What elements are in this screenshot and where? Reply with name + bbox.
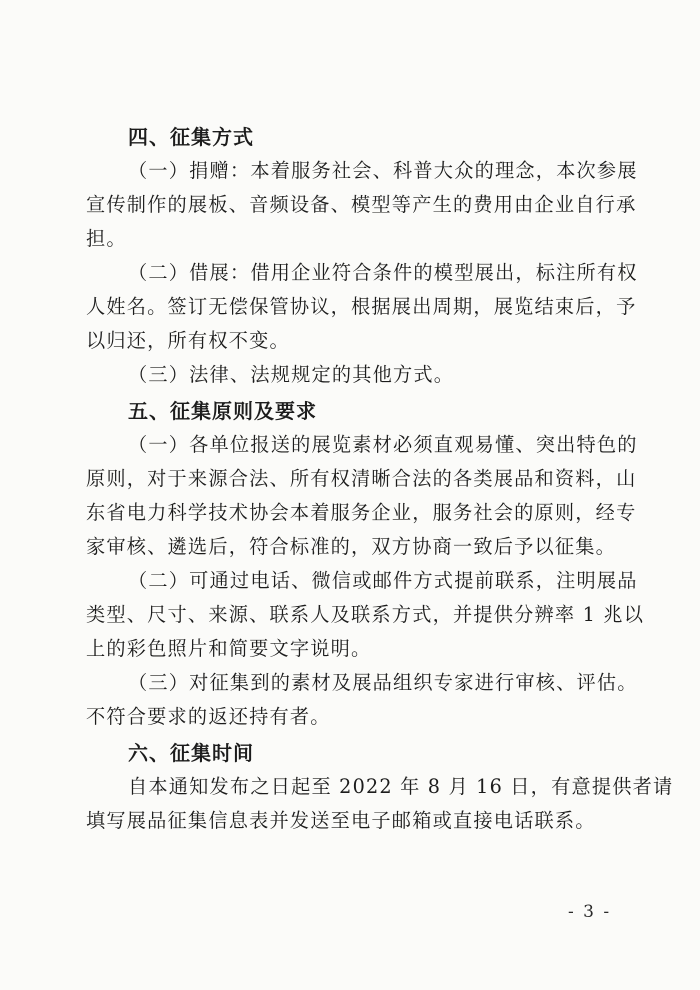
text-line: 填写展品征集信息表并发送至电子邮箱或直接电话联系。 <box>86 809 596 832</box>
text-line: 自本通知发布之日起至 2022 年 8 月 16 日，有意提供者请 <box>128 775 674 798</box>
text-line: 上的彩色照片和简要文字说明。 <box>86 637 372 660</box>
text-line: 宣传制作的展板、音频设备、模型等产生的费用由企业自行承 <box>86 193 637 216</box>
paragraph-time <box>86 770 674 838</box>
text-line: （二）借展：借用企业符合条件的模型展出，标注所有权 <box>128 261 638 284</box>
text-line: （二）可通过电话、微信或邮件方式提前联系，注明展品 <box>128 569 638 592</box>
paragraph-loan <box>86 256 638 358</box>
paragraph-other-methods <box>86 358 614 392</box>
paragraph-donation <box>86 154 638 256</box>
document-body <box>86 120 674 838</box>
text-line: 担。 <box>86 227 127 250</box>
text-line: （一）捐赠：本着服务社会、科普大众的理念，本次参展 <box>128 159 638 182</box>
section-heading-5: 五、征集原则及要求 <box>128 399 317 423</box>
paragraph-contact <box>86 564 645 666</box>
text-line: （三）法律、法规规定的其他方式。 <box>128 363 455 386</box>
paragraph-principles <box>86 428 638 564</box>
paragraph-review <box>86 666 638 734</box>
page-number: - 3 - <box>568 902 612 922</box>
text-line: （三）对征集到的素材及展品组织专家进行审核、评估。 <box>128 671 638 694</box>
text-line: 家审核、遴选后，符合标准的，双方协商一致后予以征集。 <box>86 535 617 558</box>
text-line: （一）各单位报送的展览素材必须直观易懂、突出特色的 <box>128 433 638 456</box>
section-heading-4: 四、征集方式 <box>128 125 254 149</box>
text-line: 东省电力科学技术协会本着服务企业，服务社会的原则，经专 <box>86 501 637 524</box>
text-line: 不符合要求的返还持有者。 <box>86 705 331 728</box>
text-line: 原则，对于来源合法、所有权清晰合法的各类展品和资料，山 <box>86 467 637 490</box>
section-heading-6: 六、征集时间 <box>128 741 254 765</box>
text-line: 类型、尺寸、来源、联系人及联系方式，并提供分辨率 1 兆以 <box>86 603 645 626</box>
text-line: 以归还，所有权不变。 <box>86 329 290 352</box>
text-line: 人姓名。签订无偿保管协议，根据展出周期，展览结束后，予 <box>86 295 637 318</box>
